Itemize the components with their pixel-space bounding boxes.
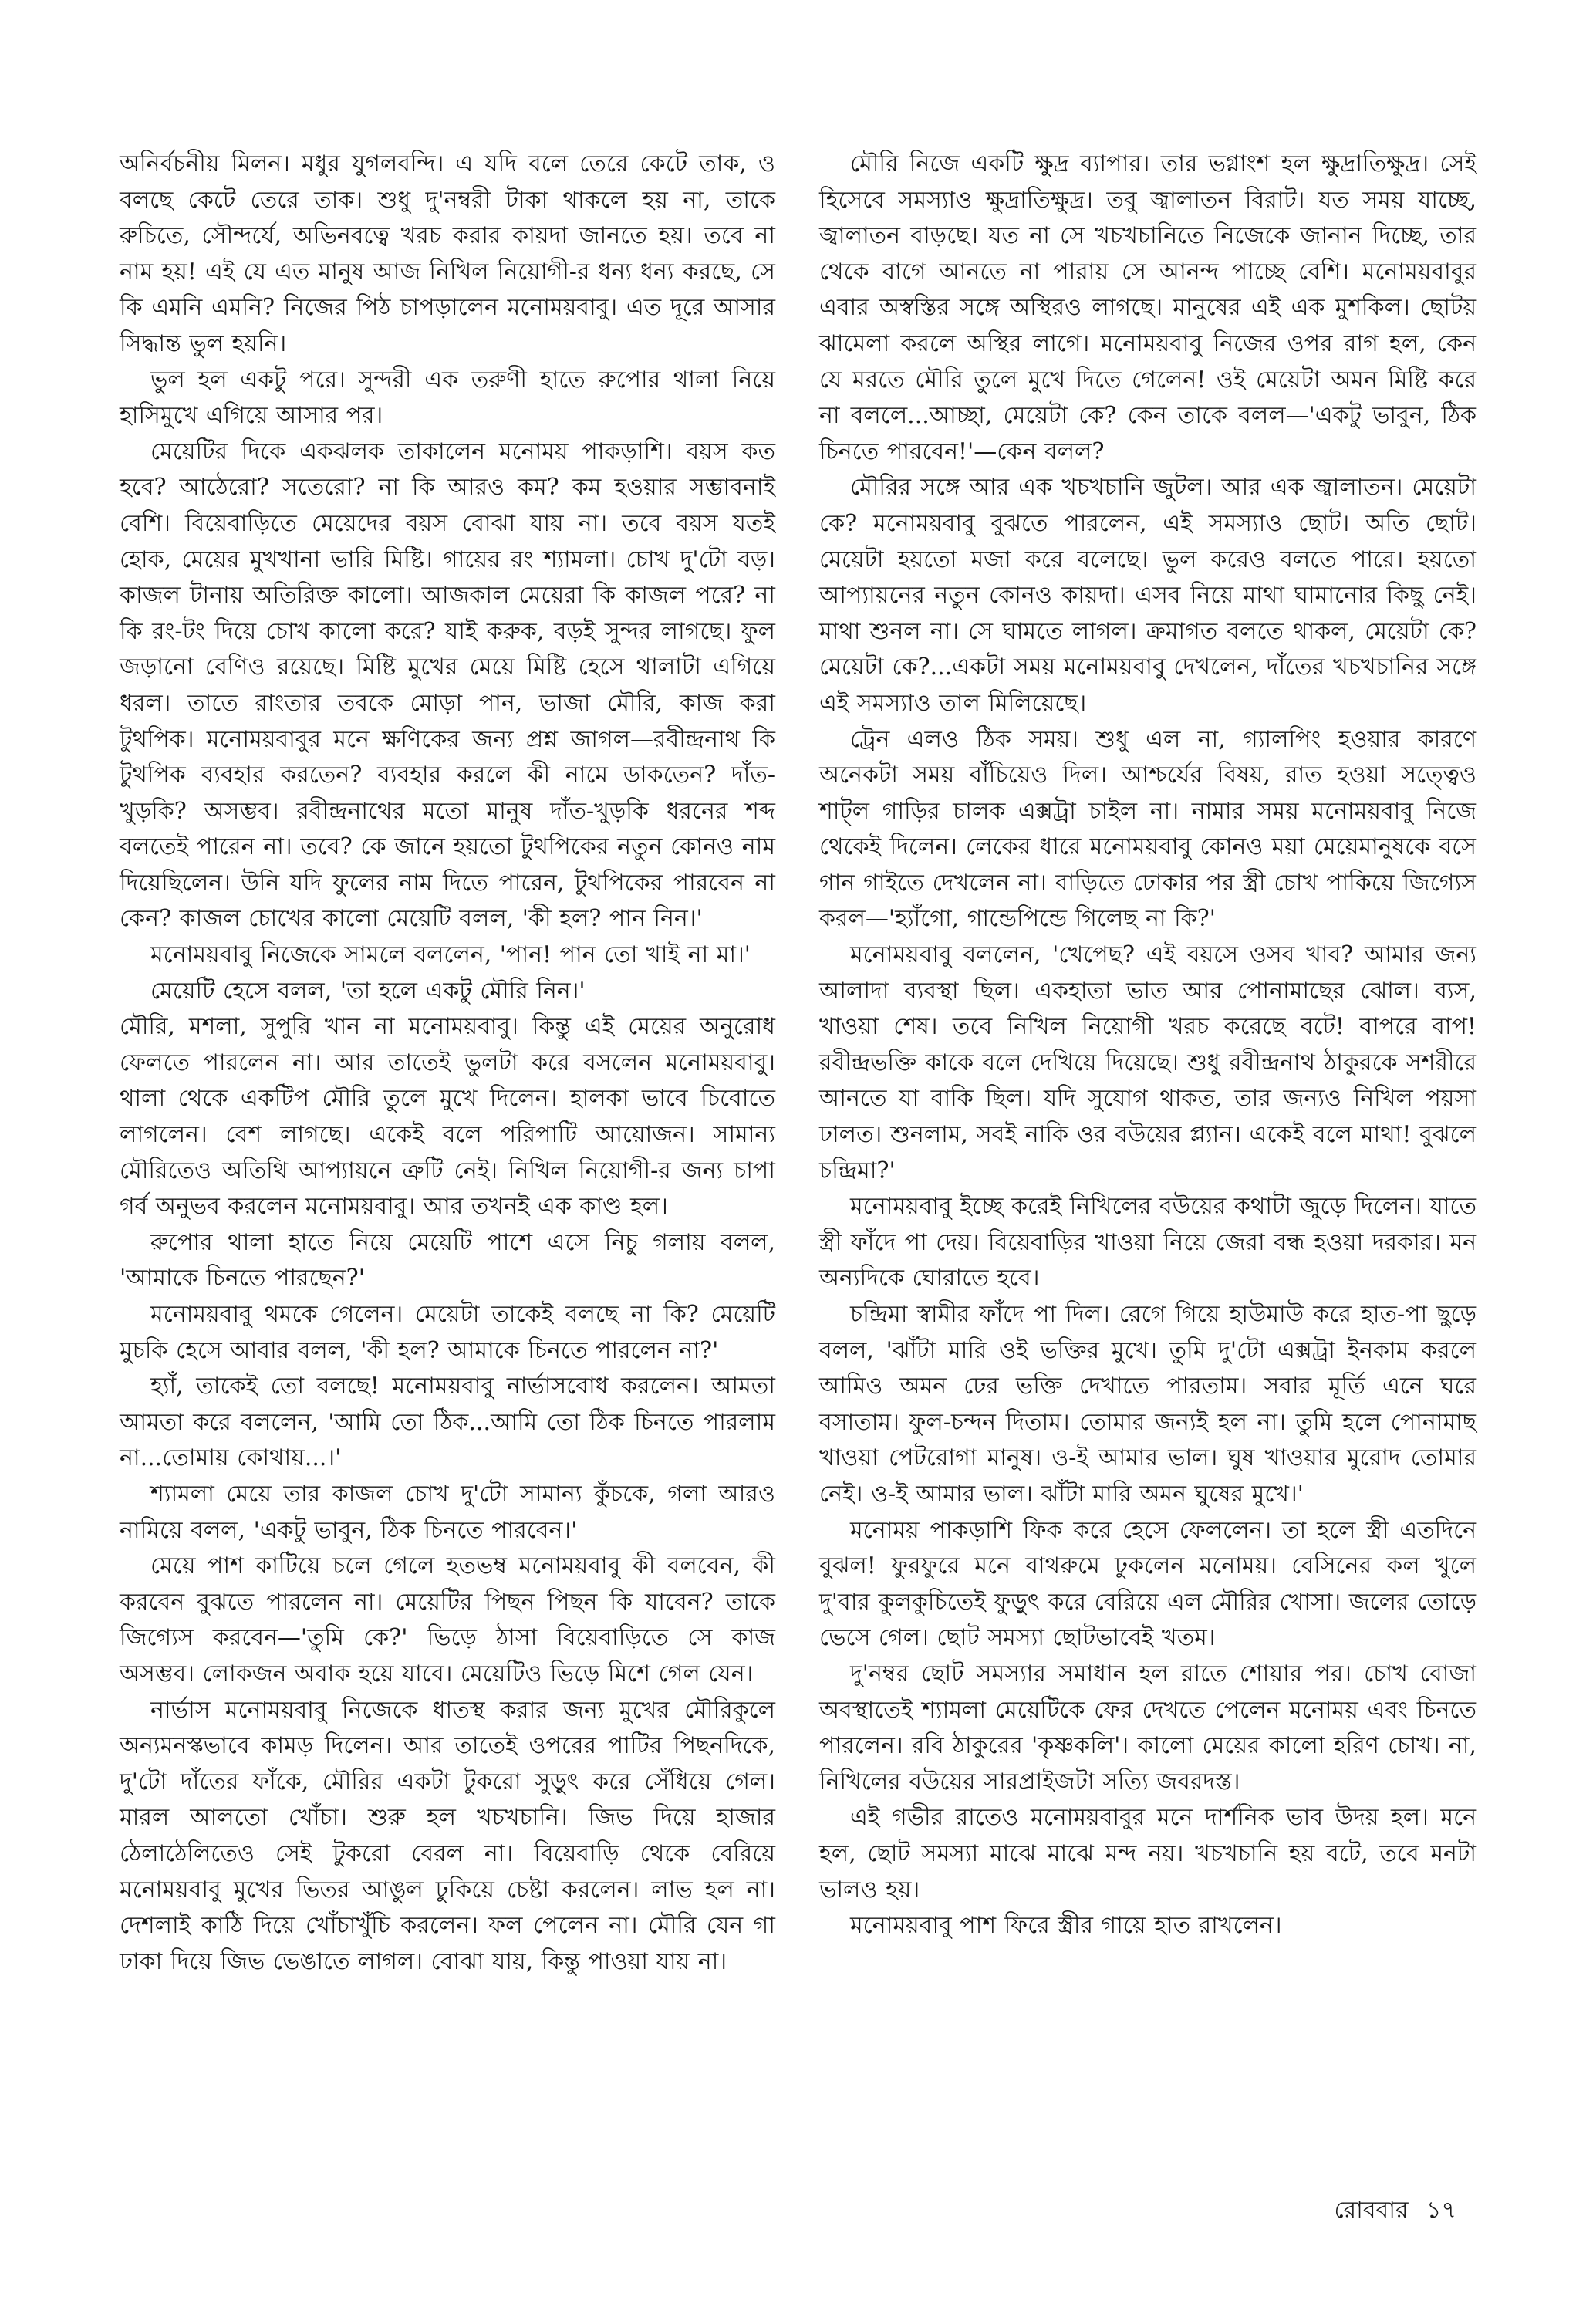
paragraph: মনোময়বাবু পাশ ফিরে স্ত্রীর গায়ে হাত রাখলেন।	[850, 1912, 1282, 1940]
paragraph: মনোময়বাবু ইচ্ছে করেই নিখিলের বউয়ের কথাটা জুড়ে দিলেন। যাতে স্ত্রী ফাঁদে পা দেয়। বিয়েবাড়ির খাওয়া নিয়ে জেরা বন্ধ হওয়া দরকার। মন অন্যদিকে ঘোরাতে হবে।	[819, 1193, 1476, 1292]
paragraph: শ্যামলা মেয়ে তার কাজল চোখ দু'টো সামান্য কুঁচকে, গলা আরও নামিয়ে বলল, 'একটু ভাবুন, ঠিক চিনতে পারবেন।'	[120, 1480, 775, 1544]
paragraph: দু'নম্বর ছোট সমস্যার সমাধান হল রাতে শোয়ার পর। চোখ বোজা অবস্থাতেই শ্যামলা মেয়েটিকে ফের দেখতে পেলেন মনোময় এবং চিনতে পারলেন। রবি ঠাকুরের 'কৃষ্ণকলি'। কালো মেয়ের কালো হরিণ চোখ। না, নিখিলের বউয়ের সারপ্রাইজটা সত্যি জবরদস্ত।	[819, 1660, 1476, 1795]
paragraph: অনির্বচনীয় মিলন। মধুর যুগলবন্দি। এ যদি বলে তেরে কেটে তাক, ও বলছে কেটে তেরে তাক। শুধু দু'নম্বরী টাকা থাকলে হয় না, তাকে রুচিতে, সৌন্দর্যে, অভিনবত্বে খরচ করার কায়দা জানতে হয়। তবে না নাম হয়! এই যে এত মানুষ আজ নিখিল নিয়োগী-র ধন্য ধন্য করছে, সে কি এমনি এমনি? নিজের পিঠ চাপড়ালেন মনোময়বাবু। এত দূরে আসার সিদ্ধান্ত ভুল হয়নি।	[120, 150, 775, 357]
paragraph: মনোময়বাবু বললেন, 'খেপেছ? এই বয়সে ওসব খাব? আমার জন্য আলাদা ব্যবস্থা ছিল। একহাতা ভাত আর পোনামাছের ঝোল। ব্যস, খাওয়া শেষ। তবে নিখিল নিয়োগী খরচ করেছে বটে! বাপরে বাপ! রবীন্দ্রভক্তি কাকে বলে দেখিয়ে দিয়েছে। শুধু রবীন্দ্রনাথ ঠাকুরকে সশরীরে আনতে যা বাকি ছিল। যদি সুযোগ থাকত, তার জন্যও নিখিল পয়সা ঢালত। শুনলাম, সবই নাকি ওর বউয়ের প্ল্যান। একেই বলে মাথা! বুঝলে চন্দ্রিমা?'	[819, 941, 1476, 1184]
paragraph: মৌরি নিজে একটি ক্ষুদ্র ব্যাপার। তার ভগ্নাংশ হল ক্ষুদ্রাতিক্ষুদ্র। সেই হিসেবে সমস্যাও ক্ষুদ্রাতিক্ষুদ্র। তবু জ্বালাতন বিরাট। যত সময় যাচ্ছে, জ্বালাতন বাড়ছে। যত না সে খচখচানিতে নিজেকে জানান দিচ্ছে, তার থেকে বাগে আনতে না পারায় সে আনন্দ পাচ্ছে বেশি। মনোময়বাবুর এবার অস্বস্তির সঙ্গে অস্থিরও লাগছে। মানুষের এই এক মুশকিল। ছোটয় ঝামেলা করলে অস্থির লাগে। মনোময়বাবু নিজের ওপর রাগ হল, কেন যে মরতে মৌরি তুলে মুখে দিতে গেলেন! ওই মেয়েটা অমন মিষ্টি করে না বললে...আচ্ছা, মেয়েটা কে? কেন তাকে বলল—'একটু ভাবুন, ঠিক চিনতে পারবেন!'—কেন বলল?	[819, 150, 1476, 465]
paragraph: মেয়েটির দিকে একঝলক তাকালেন মনোময় পাকড়াশি। বয়স কত হবে? আঠেরো? সতেরো? না কি আরও কম? কম হওয়ার সম্ভাবনাই বেশি। বিয়েবাড়িতে মেয়েদের বয়স বোঝা যায় না। তবে বয়স যতই হোক, মেয়ের মুখখানা ভারি মিষ্টি। গায়ের রং শ্যামলা। চোখ দু'টো বড়। কাজল টানায় অতিরিক্ত কালো। আজকাল মেয়েরা কি কাজল পরে? না কি রং-টং দিয়ে চোখ কালো করে? যাই করুক, বড়ই সুন্দর লাগছে। ফুল জড়ানো বেণিও রয়েছে। মিষ্টি মুখের মেয়ে মিষ্টি হেসে থালাটা এগিয়ে ধরল। তাতে রাংতার তবকে মোড়া পান, ভাজা মৌরি, কাজ করা টুথপিক। মনোময়বাবুর মনে ক্ষণিকের জন্য প্রশ্ন জাগল—রবীন্দ্রনাথ কি টুথপিক ব্যবহার করতেন? ব্যবহার করলে কী নামে ডাকতেন? দাঁত-খুড়কি? অসম্ভব। রবীন্দ্রনাথের মতো মানুষ দাঁত-খুড়কি ধরনের শব্দ বলতেই পারেন না। তবে? কে জানে হয়তো টুথপিকের নতুন কোনও নাম দিয়েছিলেন। উনি যদি ফুলের নাম দিতে পারেন, টুথপিকের পারবেন না কেন? কাজল চোখের কালো মেয়েটি বলল, 'কী হল? পান নিন।'	[120, 437, 775, 933]
paragraph: মেয়ে পাশ কাটিয়ে চলে গেলে হতভম্ব মনোময়বাবু কী বলবেন, কী করবেন বুঝতে পারলেন না। মেয়েটির পিছন পিছন কি যাবেন? তাকে জিগ্যেস করবেন—'তুমি কে?' ভিড়ে ঠাসা বিয়েবাড়িতে সে কাজ অসম্ভব। লোকজন অবাক হয়ে যাবে। মেয়েটিও ভিড়ে মিশে গেল যেন।	[120, 1552, 775, 1687]
page-number: ১৭	[1426, 2197, 1456, 2224]
paragraph: এই গভীর রাতেও মনোময়বাবুর মনে দার্শনিক ভাব উদয় হল। মনে হল, ছোট সমস্যা মাঝে মাঝে মন্দ নয়। খচখচানি হয় বটে, তবে মনটা ভালও হয়।	[819, 1804, 1476, 1903]
paragraph: মনোময়বাবু নিজেকে সামলে বললেন, 'পান! পান তো খাই না মা।'	[150, 941, 751, 969]
paragraph: নার্ভাস মনোময়বাবু নিজেকে ধাতস্থ করার জন্য মুখের মৌরিকুলে অন্যমনস্কভাবে কামড় দিলেন। আর তাতেই ওপরের পাটির পিছনদিকে, দু'টো দাঁতের ফাঁকে, মৌরির একটা টুকরো সুড়ুৎ করে সেঁধিয়ে গেল। মারল আলতো খোঁচা। শুরু হল খচখচানি। জিভ দিয়ে হাজার ঠেলাঠেলিতেও সেই টুকরো বেরল না। বিয়েবাড়ি থেকে বেরিয়ে মনোময়বাবু মুখের ভিতর আঙুল ঢুকিয়ে চেষ্টা করলেন। লাভ হল না। দেশলাই কাঠি দিয়ে খোঁচাখুঁচি করলেন। ফল পেলেন না। মৌরি যেন গা ঢাকা দিয়ে জিভ ভেঙাতে লাগল। বোঝা যায়, কিন্তু পাওয়া যায় না।	[120, 1696, 775, 1975]
paragraph: রুপোর থালা হাতে নিয়ে মেয়েটি পাশে এসে নিচু গলায় বলল, 'আমাকে চিনতে পারছেন?'	[120, 1228, 775, 1292]
publication-name: রোববার	[1334, 2197, 1409, 2224]
paragraph: মৌরি, মশলা, সুপুরি খান না মনোময়বাবু। কিন্তু এই মেয়ের অনুরোধ ফেলতে পারলেন না। আর তাতেই ভুলটা করে বসলেন মনোময়বাবু। থালা থেকে একটিপ মৌরি তুলে মুখে দিলেন। হালকা ভাবে চিবোতে লাগলেন। বেশ লাগছে। একেই বলে পরিপাটি আয়োজন। সামান্য মৌরিতেও অতিথি আপ্যায়নে ত্রুটি নেই। নিখিল নিয়োগী-র জন্য চাপা গর্ব অনুভব করলেন মনোময়বাবু। আর তখনই এক কাণ্ড হল।	[120, 1013, 775, 1221]
paragraph: মনোময় পাকড়াশি ফিক করে হেসে ফেললেন। তা হলে স্ত্রী এতদিনে বুঝল! ফুরফুরে মনে বাথরুমে ঢুকলেন মনোময়। বেসিনের কল খুলে দু'বার কুলকুচিতেই ফুড়ুৎ করে বেরিয়ে এল মৌরির খোসা। জলের তোড়ে ভেসে গেল। ছোট সমস্যা ছোটভাবেই খতম।	[819, 1516, 1476, 1652]
article-column-right	[819, 147, 1476, 1944]
paragraph: মৌরির সঙ্গে আর এক খচখচানি জুটল। আর এক জ্বালাতন। মেয়েটা কে? মনোময়বাবু বুঝতে পারলেন, এই সমস্যাও ছোট। অতি ছোট। মেয়েটা হয়তো মজা করে বলেছে। ভুল করেও বলতে পারে। হয়তো আপ্যায়নের নতুন কোনও কায়দা। এসব নিয়ে মাথা ঘামানোর কিছু নেই। মাথা শুনল না। সে ঘামতে লাগল। ক্রমাগত বলতে থাকল, মেয়েটা কে? মেয়েটা কে?...একটা সময় মনোময়বাবু দেখলেন, দাঁতের খচখচানির সঙ্গে এই সমস্যাও তাল মিলিয়েছে।	[819, 474, 1476, 717]
paragraph: হ্যাঁ, তাকেই তো বলছে! মনোময়বাবু নার্ভাসবোধ করলেন। আমতা আমতা করে বললেন, 'আমি তো ঠিক...আমি তো ঠিক চিনতে পারলাম না...তোমায় কোথায়...।'	[120, 1373, 775, 1472]
paragraph: ভুল হল একটু পরে। সুন্দরী এক তরুণী হাতে রুপোর থালা নিয়ে হাসিমুখে এগিয়ে আসার পর।	[120, 366, 775, 430]
paragraph: মেয়েটি হেসে বলল, 'তা হলে একটু মৌরি নিন।'	[150, 977, 586, 1005]
paragraph: চন্দ্রিমা স্বামীর ফাঁদে পা দিল। রেগে গিয়ে হাউমাউ করে হাত-পা ছুড়ে বলল, 'ঝাঁটা মারি ওই ভক্তির মুখে। তুমি দু'টো এক্সট্রা ইনকাম করলে আমিও অমন ঢের ভক্তি দেখাতে পারতাম। সবার মূর্তি এনে ঘরে বসাতাম। ফুল-চন্দন দিতাম। তোমার জন্যই হল না। তুমি হলে পোনামাছ খাওয়া পেটরোগা মানুষ। ও-ই আমার ভাল। ঘুষ খাওয়ার মুরোদ তোমার নেই। ও-ই আমার ভাল। ঝাঁটা মারি অমন ঘুষের মুখে।'	[819, 1301, 1476, 1508]
page-footer	[1334, 2195, 1456, 2226]
article-column-left	[120, 147, 775, 1980]
paragraph: মনোময়বাবু থমকে গেলেন। মেয়েটা তাকেই বলছে না কি? মেয়েটি মুচকি হেসে আবার বলল, 'কী হল? আমাকে চিনতে পারলেন না?'	[120, 1301, 775, 1364]
paragraph: ট্রেন এলও ঠিক সময়। শুধু এল না, গ্যালপিং হওয়ার কারণে অনেকটা সময় বাঁচিয়েও দিল। আশ্চর্যের বিষয়, রাত হওয়া সত্ত্বেও শাট্‌ল গাড়ির চালক এক্সট্রা চাইল না। নামার সময় মনোময়বাবু নিজে থেকেই দিলেন। লেকের ধারে মনোময়বাবু কোনও ময়া মেয়েমানুষকে বসে গান গাইতে দেখলেন না। বাড়িতে ঢোকার পর স্ত্রী চোখ পাকিয়ে জিগ্যেস করল—'হ্যাঁগো, গান্ডেপিন্ডে গিলেছ না কি?'	[819, 725, 1476, 933]
